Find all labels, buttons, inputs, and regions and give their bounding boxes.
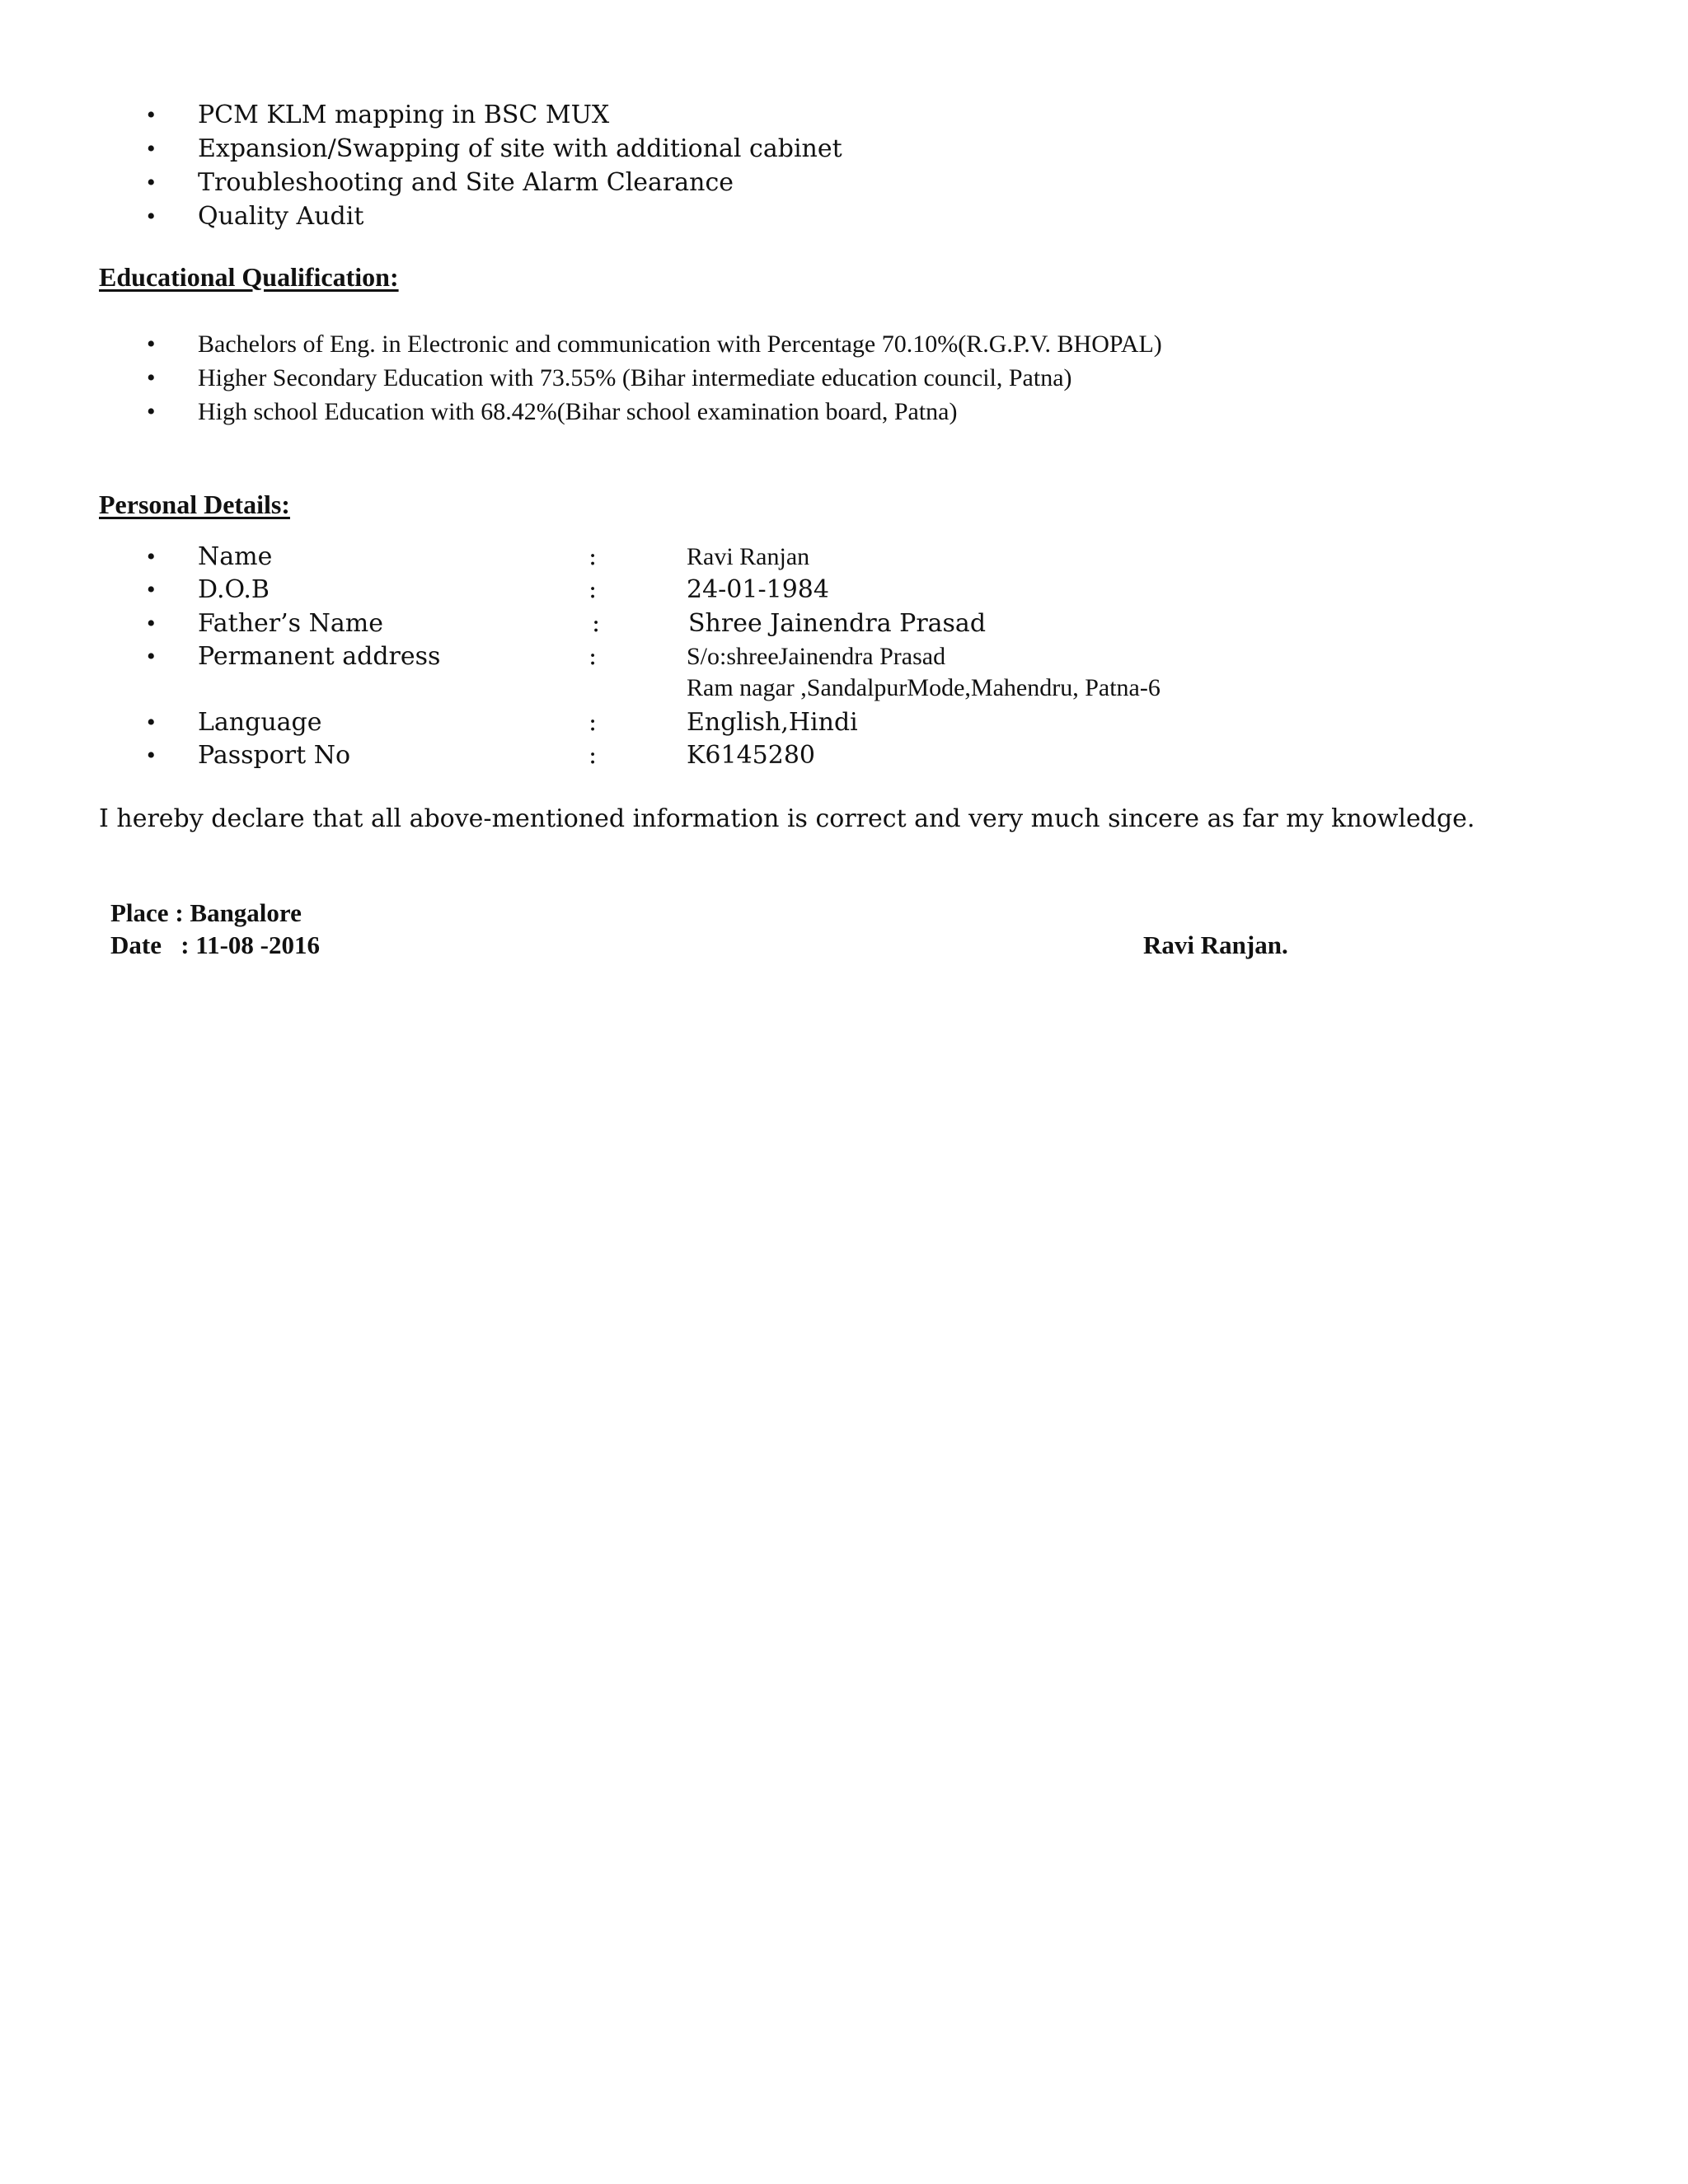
bullet-icon: • [147,169,156,196]
detail-colon: : [588,642,598,671]
bullet-icon: • [147,543,156,570]
bullet-icon: • [147,742,156,769]
detail-colon: : [588,741,598,770]
detail-label: Language [198,708,322,737]
detail-value: S/o:shreeJainendra Prasad [687,643,946,670]
detail-colon: : [588,575,598,604]
detail-label: Passport No [198,741,351,770]
detail-row-dob [0,573,1688,607]
list-item-text: Troubleshooting and Site Alarm Clearance [198,168,734,197]
list-item-text: Quality Audit [198,202,364,231]
bullet-icon: • [147,398,156,425]
detail-label: Father’s Name [198,609,383,638]
bullet-icon: • [147,101,156,129]
detail-label: Name [198,542,273,571]
detail-row-language [0,705,1688,739]
detail-label: Permanent address [198,642,441,671]
bullet-icon: • [147,330,156,358]
date-line: Date : 11-08 -2016 [110,930,320,959]
detail-colon: : [592,609,601,638]
detail-value: English,Hindi [687,708,858,737]
detail-value: Ram nagar ,SandalpurMode,Mahendru, Patna-6 [687,674,1160,701]
list-item-text: High school Education with 68.42%(Bihar school examination board, Patna) [198,398,958,425]
bullet-icon: • [147,576,156,603]
detail-row-father [0,607,1688,640]
bullet-icon: • [147,643,156,670]
bullet-icon: • [147,709,156,736]
detail-colon: : [588,708,598,737]
declaration-text: I hereby declare that all above-mentioned information is correct and very much sincere as far my knowledge. [99,804,1475,833]
list-item-text: Bachelors of Eng. in Electronic and communication with Percentage 70.10%(R.G.P.V. BHOPAL) [198,330,1162,358]
bullet-icon: • [147,135,156,162]
bullet-icon: • [147,610,156,637]
list-item-text: Higher Secondary Education with 73.55% (Bihar intermediate education council, Patna) [198,364,1072,391]
detail-row-passport [0,738,1688,772]
place-line: Place : Bangalore [110,898,302,927]
detail-row-address-line2 [0,671,1688,705]
list-item-text: PCM KLM mapping in BSC MUX [198,101,610,129]
signature-name: Ravi Ranjan. [1143,930,1288,959]
detail-value: Shree Jainendra Prasad [688,609,987,638]
bullet-icon: • [147,364,156,391]
detail-row-name [0,540,1688,574]
detail-label: D.O.B [198,575,270,604]
bullet-icon: • [147,203,156,230]
detail-value: Ravi Ranjan [687,543,810,570]
detail-value: K6145280 [687,741,816,770]
personal-details-heading: Personal Details: [99,490,290,519]
detail-row-address [0,640,1688,673]
detail-value: 24-01-1984 [687,575,829,604]
education-heading: Educational Qualification: [99,262,399,292]
list-item-text: Expansion/Swapping of site with additional cabinet [198,134,842,163]
detail-colon: : [588,542,598,571]
